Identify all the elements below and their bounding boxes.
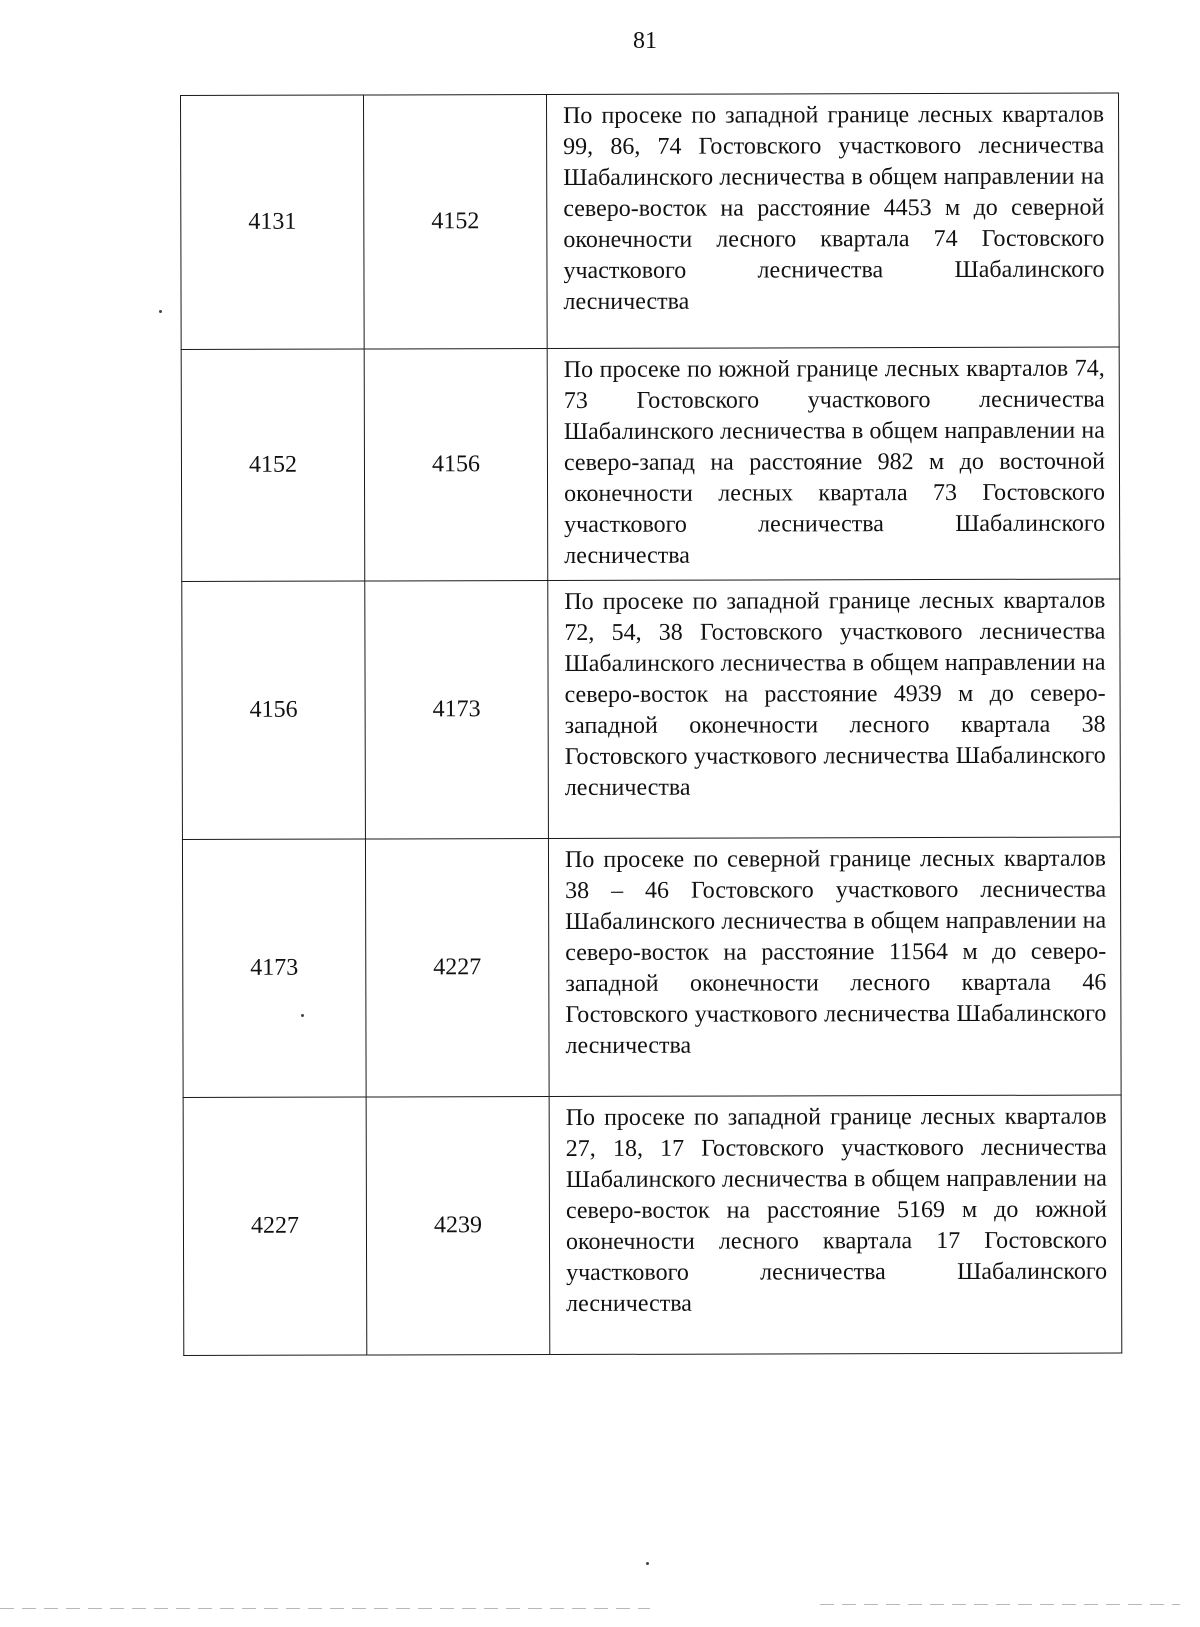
table-row (182, 579, 1121, 839)
boundary-description-cell: По просеке по западной границе лесных кварталов 99, 86, 74 Гостовского участкового лесничества Шабалинского лесничества в общем направлении на северо-восток на расстояние 4453 м до северной оконечности лесного квартала 74 Гостовского участкового лесничества Шабалинского лесничества (547, 93, 1120, 348)
table-row (183, 1095, 1122, 1355)
table-row (182, 837, 1121, 1097)
boundary-description-cell: По просеке по южной границе лесных кварталов 74, 73 Гостовского участкового лесничества Шабалинского лесничества в общем направлении на северо-запад на расстояние 982 м до восточной оконечности лесных квартала 73 Гостовского участкового лесничества Шабалинского лесничества (547, 347, 1120, 580)
from-point-cell: 4156 (182, 581, 366, 839)
scan-speck (646, 1562, 649, 1565)
from-point-cell: 4173 (182, 839, 366, 1097)
boundary-description-cell: По просеке по западной границе лесных кварталов 27, 18, 17 Гостовского участкового лесничества Шабалинского лесничества в общем направлении на северо-восток на расстояние 5169 м до южной оконечности лесного квартала 17 Гостовского участкового лесничества Шабалинского лесничества (549, 1095, 1122, 1354)
scan-streak (820, 1604, 1180, 1605)
to-point-cell: 4173 (365, 581, 549, 839)
to-point-cell: 4156 (364, 349, 548, 581)
to-point-cell: 4239 (366, 1097, 550, 1355)
from-point-cell: 4131 (181, 95, 365, 349)
boundary-description-table (180, 93, 1122, 1356)
scan-speck (159, 310, 162, 313)
table-row (181, 93, 1120, 349)
boundary-description-cell: По просеке по западной границе лесных кварталов 72, 54, 38 Гостовского участкового лесничества Шабалинского лесничества в общем направлении на северо-восток на расстояние 4939 м до северо-западной оконечности лесного квартала 38 Гостовского участкового лесничества Шабалинского лесничества (548, 579, 1121, 838)
from-point-cell: 4227 (183, 1097, 367, 1355)
scan-speck (301, 1014, 304, 1017)
to-point-cell: 4227 (365, 839, 549, 1097)
boundary-description-cell: По просеке по северной границе лесных кварталов 38 – 46 Гостовского участкового лесничества Шабалинского лесничества в общем направлении на северо-восток на расстояние 11564 м до северо-западной оконечности лесного квартала 46 Гостовского участкового лесничества Шабалинского лесничества (548, 837, 1121, 1096)
to-point-cell: 4152 (364, 95, 548, 349)
page-number: 81 (633, 28, 657, 54)
scan-streak (0, 1608, 650, 1609)
table-row (181, 347, 1120, 581)
from-point-cell: 4152 (181, 349, 365, 581)
